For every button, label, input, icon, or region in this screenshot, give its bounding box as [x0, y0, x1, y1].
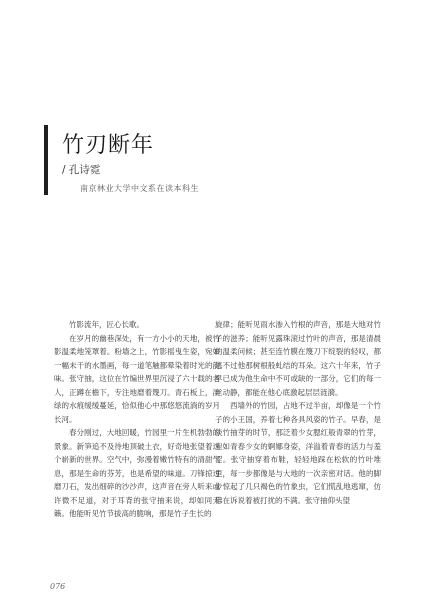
paragraph: 旋律；能听见雨水渗入竹根的声音，那是大地对竹子的滋养；能听见露珠滚过竹叶的声音，那是清晨的温柔问候；甚至连竹膜在篾刀下绽裂的轻叹，都逃不过他那树根般虬结的耳朵。这六十年来，竹子早已成为他生命中不可或缺的一部分，它们的每一丝动静，都能在他心底激起层层涟漪。 — [215, 320, 381, 397]
paragraph: 春分刚过，大地回暖，竹园里一片生机勃勃的景象。新笋追不及待地顶破土衣，好奇地张望着这个崭新的世界。空气中，弥漫着嫩竹特有的清甜气息，那是生命的芬芳，也是希望的味道。刀锋掠过磨刀石，发出细碎的沙沙声，这声音在旁人听来或许微不足道，对于耳背的张守抽来说，却如同天籁。他能听见竹节拔高的脆响，那是竹子生长的 — [54, 428, 220, 518]
title-accent-bar — [44, 125, 48, 195]
article-author: / 孔诗霓 — [62, 164, 101, 176]
page-number: 076 — [50, 582, 66, 591]
body-column-right — [215, 318, 381, 507]
author-affiliation: 南京林业大学中文系在读本科生 — [80, 184, 199, 193]
body-column-left — [54, 318, 220, 521]
paragraph: 西墙外的竹园，占地不过半亩，却像是一个竹子的小王国，养着七种各具风姿的竹子。早春，是淡竹抽芽的时节，那泛着少女腮红般青翠的竹芽，宛如青春少女的婀娜身姿，洋溢着青春的活力与羞涩。张守抽穿着布鞋，轻轻地踩在松软的竹叶堆里，每一步都像是与大地的一次亲密对话。他的脚步惊起了几只褐色的竹象虫，它们慌乱地逃窜，仿佛在诉说着被打扰的不满。张守抽仰头望 — [215, 401, 381, 505]
paragraph: 竹影流年，匠心长歌。 — [69, 320, 144, 329]
article-title: 竹刃断年 — [62, 133, 155, 158]
paragraph: 在岁月的幽巷深处，有一方小小的天地，被竹影温柔地笼罩着。粉墙之上，竹影摇曳生姿，宛如一幅未干的水墨画，每一道笔触都晕染着时光的韵味。张守抽，这位在竹编世界里沉浸了六十载的老人，正蹲在檐下，专注地磨着篾刀。青石板上，淡绿的水痕缓缓蔓延，恰似他心中那悠悠流淌的岁月长河。 — [54, 333, 220, 424]
